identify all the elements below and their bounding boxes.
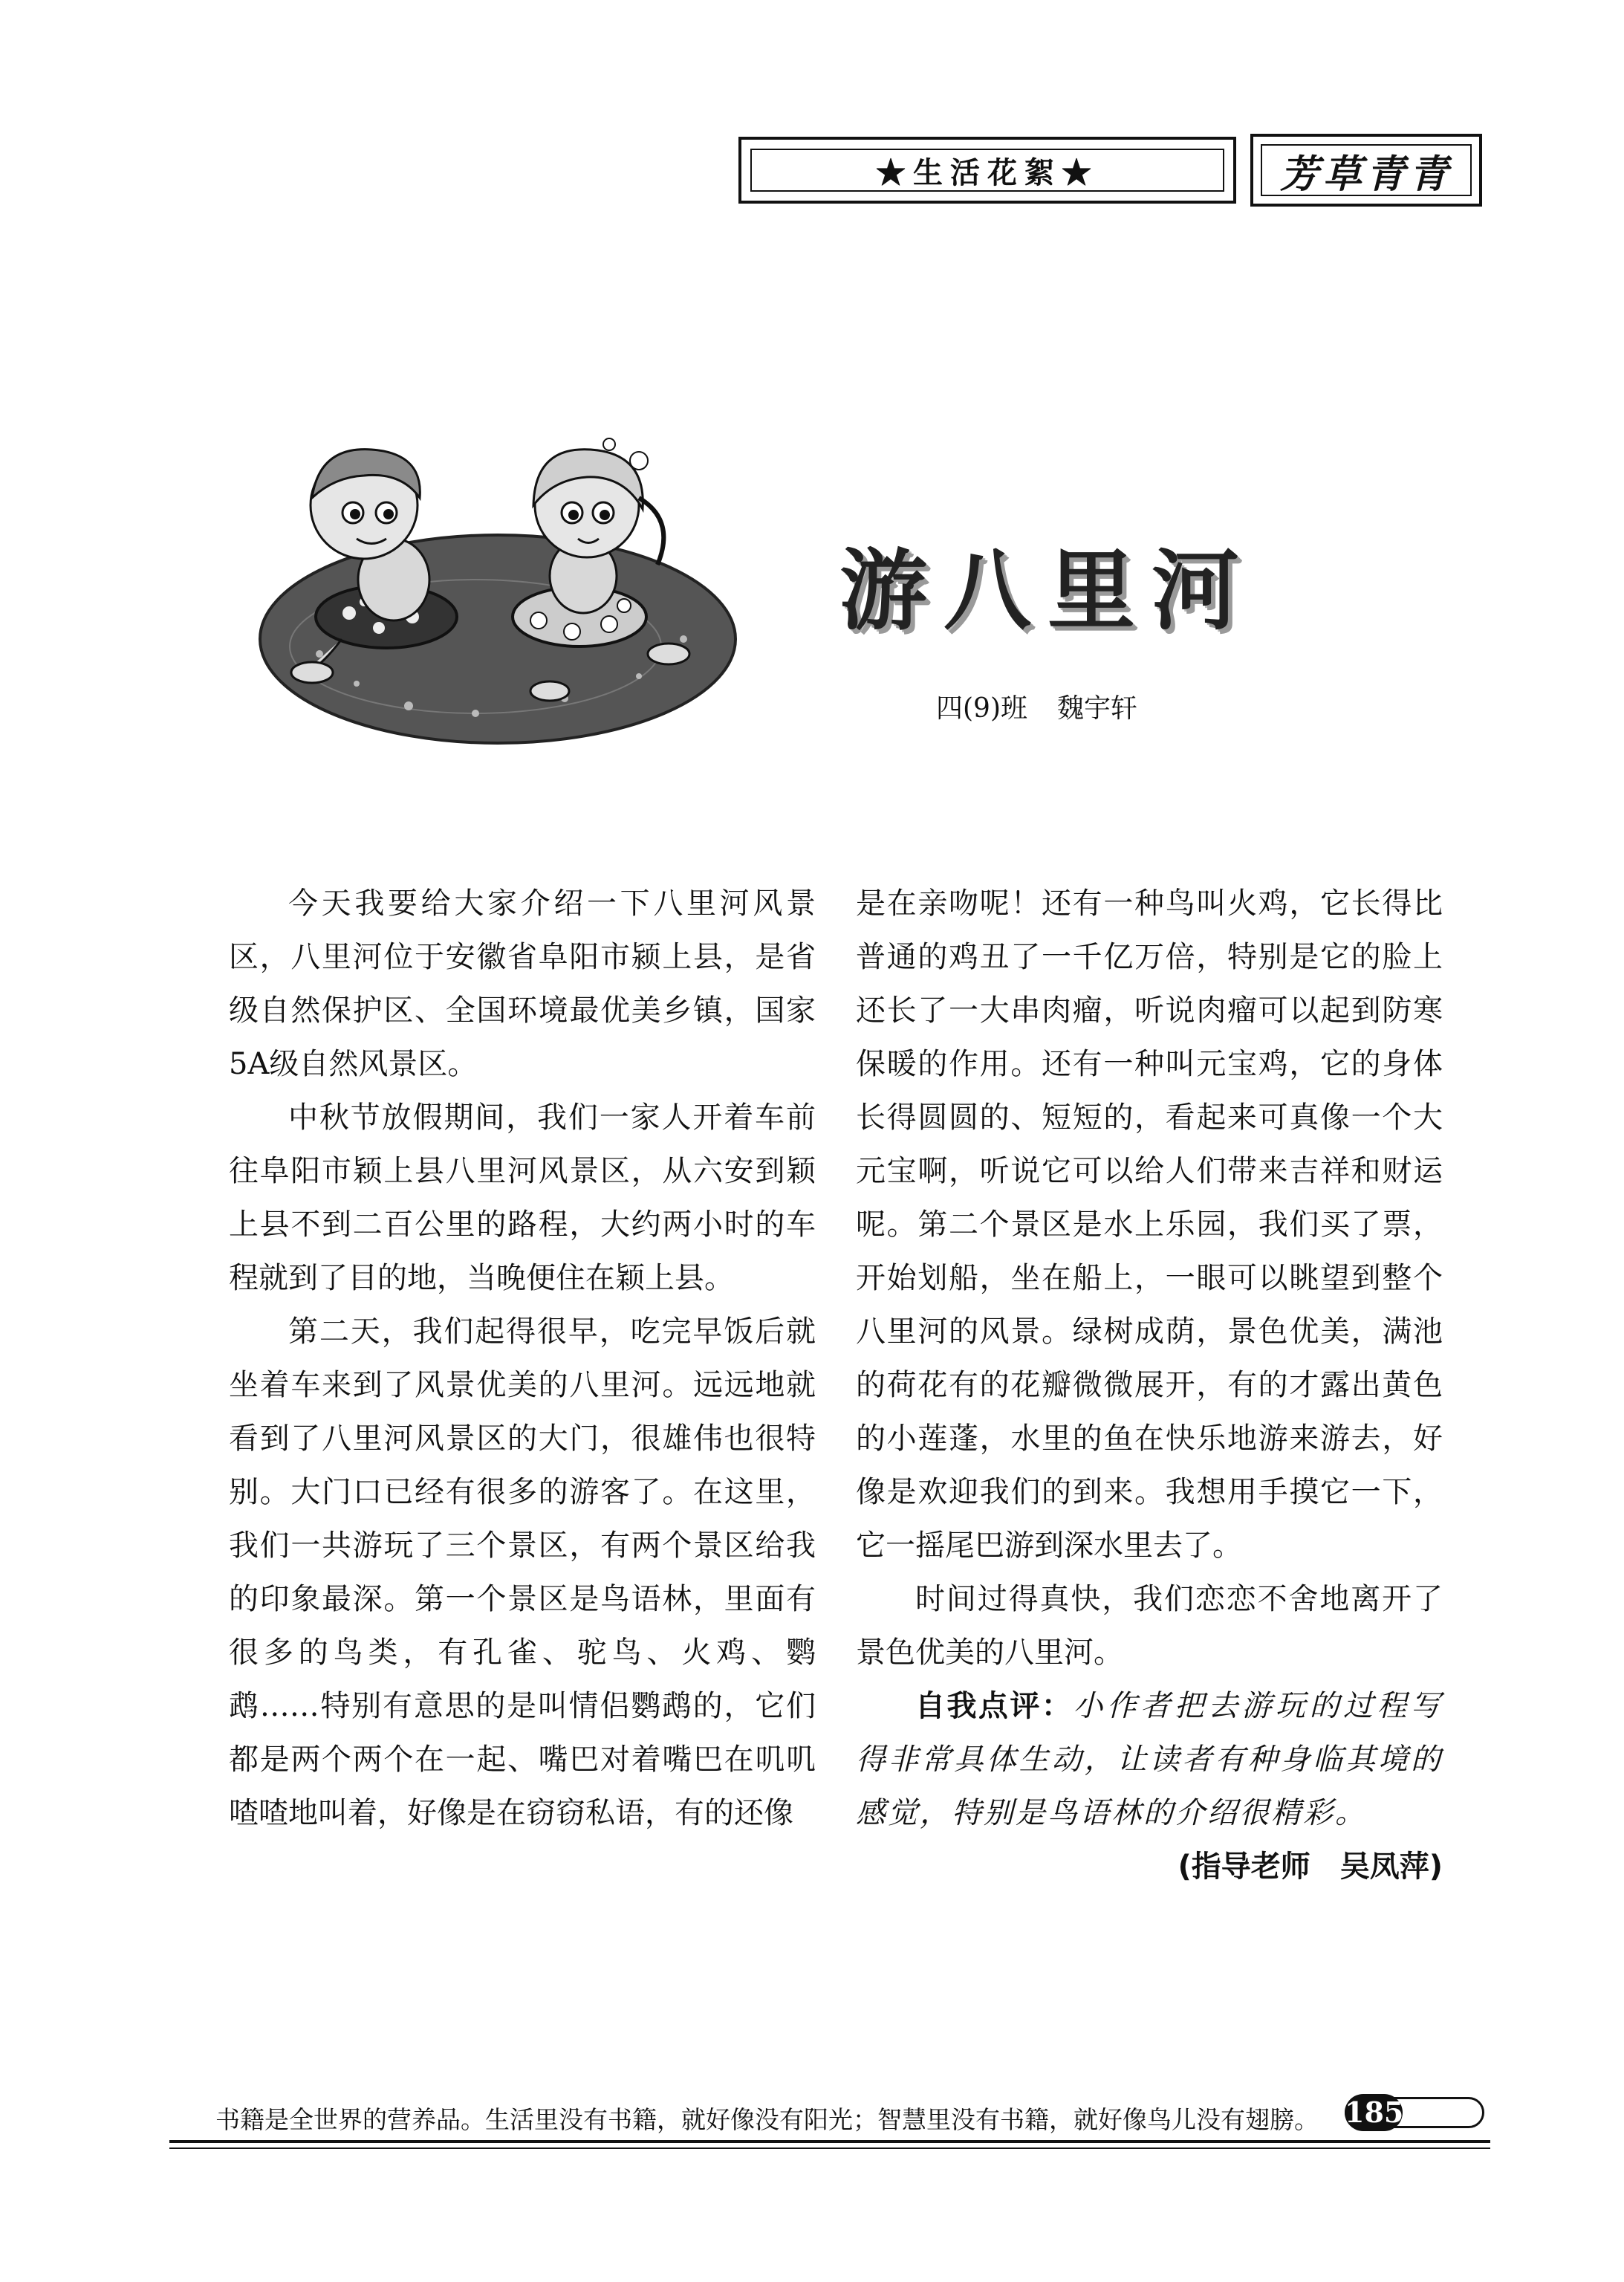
article-title: 游八里河 <box>839 539 1256 642</box>
column-label: 芳草青青 <box>1279 151 1452 197</box>
page-number: 185 <box>1345 2094 1403 2131</box>
footer-rule <box>169 2148 1490 2149</box>
right-column <box>856 877 1443 1893</box>
paragraph: 时间过得真快，我们恋恋不舍地离开了景色优美的八里河。 <box>856 1582 1443 1670</box>
paragraph: 第二天，我们起得很早，吃完早饭后就坐着车来到了风景优美的八里河。远远地就看到了八里河风景区的大门，很雄伟也很特别。大门口已经有很多的游客了。在这里，我们一共游玩了三个景区，有两个景区给我的印象最深。第一个景区是鸟语林，里面有很多的鸟类，有孔雀、驼鸟、火鸡、鹦鹉……特别有意思的是叫情侣鹦鹉的，它们都是两个两个在一起、嘴巴对着嘴巴在叽叽喳喳地叫着，好像是在窃窃私语，有的还像 <box>229 1315 816 1830</box>
section-header <box>738 137 1236 204</box>
children-swimming-illustration <box>253 416 743 751</box>
section-label: ★生活花絮★ <box>876 155 1099 190</box>
paragraph: 今天我要给大家介绍一下八里河风景区，八里河位于安徽省阜阳市颍上县，是省级自然保护区、全国环境最优美乡镇，国家5A级自然风景区。 <box>229 886 816 1081</box>
column-header <box>1250 134 1482 207</box>
paragraph-continued: 是在亲吻呢！还有一种鸟叫火鸡，它长得比普通的鸡丑了一千亿万倍，特别是它的脸上还长了一大串肉瘤，听说肉瘤可以起到防寒保暖的作用。还有一种叫元宝鸡，它的身体长得圆圆的、短短的，看起来可真像一个大元宝啊，听说它可以给人们带来吉祥和财运呢。第二个景区是水上乐园，我们买了票，开始划船，坐在船上，一眼可以眺望到整个八里河的风景。绿树成荫，景色优美，满池的荷花有的花瓣微微展开，有的才露出黄色的小莲蓬，水里的鱼在快乐地游来游去，好像是欢迎我们的到来。我想用手摸它一下，它一摇尾巴游到深水里去了。 <box>856 886 1443 1563</box>
left-column <box>229 877 816 1840</box>
byline <box>936 687 1137 725</box>
footer-quote: 书籍是全世界的营养品。生活里没有书籍，就好像没有阳光；智慧里没有书籍，就好像鸟儿没有翅膀。 <box>215 2105 1319 2134</box>
paragraph: 中秋节放假期间，我们一家人开着车前往阜阳市颖上县八里河风景区，从六安到颖上县不到二百公里的路程，大约两小时的车程就到了目的地，当晚便住在颖上县。 <box>229 1101 816 1295</box>
teacher-credit: (指导老师 吴凤萍) <box>1178 1850 1443 1884</box>
comment-text: 小作者把去游玩的过程写得非常具体生动，让读者有种身临其境的感觉，特别是鸟语林的介绍很精彩。 <box>856 1689 1443 1830</box>
footer-rule <box>169 2140 1490 2143</box>
self-comment <box>856 1679 1443 1840</box>
class-label: 四(9)班 <box>936 693 1027 724</box>
author-name: 魏宇轩 <box>1057 693 1138 724</box>
comment-label: 自我点评： <box>915 1689 1074 1723</box>
